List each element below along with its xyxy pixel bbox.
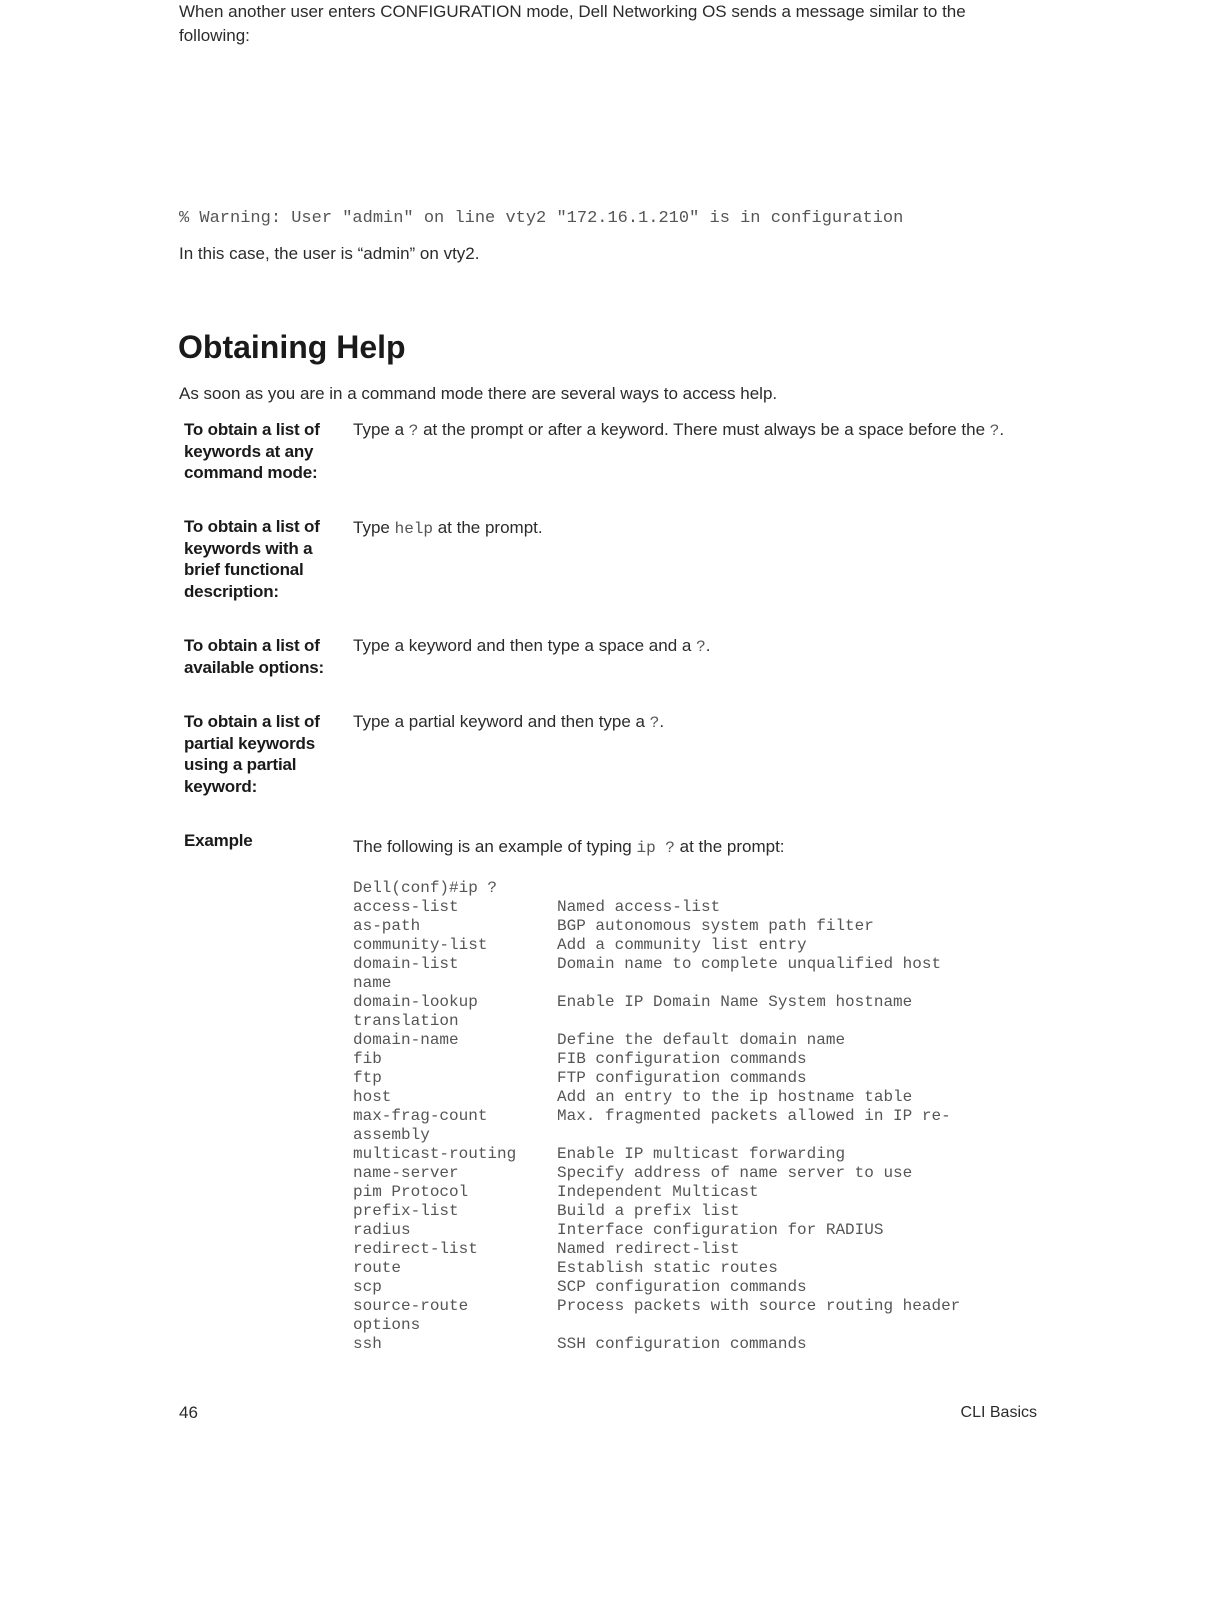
- code-block: [353, 879, 960, 1354]
- help-term: To obtain a list of partial keywords using a partial keyword:: [184, 712, 320, 796]
- code-row: [353, 898, 960, 917]
- page-number: 46: [179, 1403, 198, 1422]
- desc-text: at the prompt.: [433, 518, 543, 537]
- inline-code: ip ?: [636, 839, 675, 857]
- code-row: [353, 936, 960, 955]
- code-row: [353, 1031, 960, 1050]
- desc-text: .: [999, 420, 1005, 439]
- code-rows: [353, 898, 960, 1354]
- code-command-description: Enable IP Domain Name System hostname: [557, 993, 913, 1011]
- inline-code: ?: [696, 638, 706, 656]
- code-command-description: Named redirect-list: [557, 1240, 740, 1258]
- code-command: prefix-list: [353, 1202, 459, 1220]
- desc-text: .: [705, 636, 711, 655]
- example-term: Example: [184, 831, 253, 850]
- code-command-description: Process packets with source routing header: [557, 1297, 961, 1315]
- code-command-description: Add a community list entry: [557, 936, 807, 954]
- code-row: [353, 1240, 960, 1259]
- code-command-description: SSH configuration commands: [557, 1335, 807, 1353]
- code-row: [353, 1297, 960, 1316]
- code-command-description: FIB configuration commands: [557, 1050, 807, 1068]
- code-command: host: [353, 1088, 392, 1106]
- code-command-description: SCP configuration commands: [557, 1278, 807, 1296]
- code-row: [353, 1259, 960, 1278]
- code-command: name: [353, 974, 392, 992]
- help-description: [353, 634, 1033, 659]
- code-row: [353, 1164, 960, 1183]
- code-command: pim Protocol: [353, 1183, 469, 1201]
- section-heading: Obtaining Help: [178, 329, 406, 365]
- code-row: [353, 1221, 960, 1240]
- help-term: To obtain a list of keywords with a brief functional description:: [184, 517, 320, 601]
- code-command-description: Establish static routes: [557, 1259, 778, 1277]
- code-row: [353, 1107, 960, 1126]
- code-row: [353, 1316, 960, 1335]
- code-command: domain-lookup: [353, 993, 478, 1011]
- code-command-description: FTP configuration commands: [557, 1069, 807, 1087]
- code-command: radius: [353, 1221, 411, 1239]
- help-description: [353, 516, 1033, 541]
- code-row: [353, 1069, 960, 1088]
- help-description: [353, 710, 1033, 735]
- desc-text: at the prompt or after a keyword. There must always be a space before the: [418, 420, 990, 439]
- code-row: [353, 1278, 960, 1297]
- code-row: [353, 993, 960, 1012]
- desc-text: at the prompt:: [674, 837, 785, 856]
- inline-code: ?: [649, 714, 660, 732]
- code-command: redirect-list: [353, 1240, 478, 1258]
- inline-code: ?: [408, 422, 419, 440]
- example-description: [353, 835, 1033, 860]
- code-command: source-route: [353, 1297, 469, 1315]
- code-command: translation: [353, 1012, 459, 1030]
- code-command: name-server: [353, 1164, 459, 1182]
- code-command: multicast-routing: [353, 1145, 517, 1163]
- desc-text: .: [659, 712, 665, 731]
- code-row: [353, 955, 960, 974]
- intro-paragraph: When another user enters CONFIGURATION mode, Dell Networking OS sends a message similar to the following:: [179, 2, 966, 45]
- code-row: [353, 1202, 960, 1221]
- code-command: access-list: [353, 898, 459, 916]
- code-command: as-path: [353, 917, 421, 935]
- inline-code: ?: [989, 422, 1000, 440]
- code-command-description: Build a prefix list: [557, 1202, 740, 1220]
- code-command-description: Max. fragmented packets allowed in IP re-: [557, 1107, 951, 1125]
- code-row: [353, 1012, 960, 1031]
- case-paragraph: In this case, the user is “admin” on vty2.: [179, 244, 480, 263]
- code-command: community-list: [353, 936, 488, 954]
- code-command: assembly: [353, 1126, 430, 1144]
- inline-code: help: [394, 520, 433, 538]
- code-command: options: [353, 1316, 421, 1334]
- desc-text: Type: [353, 518, 395, 537]
- desc-text: The following is an example of typing: [353, 837, 637, 856]
- code-command-description: Interface configuration for RADIUS: [557, 1221, 884, 1239]
- code-command: ftp: [353, 1069, 382, 1087]
- code-command: ssh: [353, 1335, 382, 1353]
- code-command-description: Independent Multicast: [557, 1183, 759, 1201]
- code-row: [353, 1335, 960, 1354]
- code-row: [353, 974, 960, 993]
- code-row: [353, 1183, 960, 1202]
- code-row: [353, 1088, 960, 1107]
- lead-paragraph: As soon as you are in a command mode there are several ways to access help.: [179, 384, 778, 403]
- code-row: [353, 1126, 960, 1145]
- code-row: [353, 1050, 960, 1069]
- code-command: fib: [353, 1050, 382, 1068]
- code-command-description: Enable IP multicast forwarding: [557, 1145, 846, 1163]
- code-command: route: [353, 1259, 402, 1277]
- code-command-description: Add an entry to the ip hostname table: [557, 1088, 913, 1106]
- code-row: [353, 917, 960, 936]
- desc-text: Type a keyword and then type a space and a: [353, 636, 697, 655]
- code-prompt: Dell(conf)#ip ?: [353, 879, 498, 897]
- help-term: To obtain a list of keywords at any command mode:: [184, 420, 320, 482]
- code-command-description: Specify address of name server to use: [557, 1164, 913, 1182]
- help-term: To obtain a list of available options:: [184, 636, 324, 677]
- code-row: [353, 1145, 960, 1164]
- code-command-description: Define the default domain name: [557, 1031, 846, 1049]
- code-command-description: Named access-list: [557, 898, 721, 916]
- footer-section-name: CLI Basics: [960, 1404, 1037, 1421]
- code-command: domain-name: [353, 1031, 459, 1049]
- desc-text: Type a partial keyword and then type a: [353, 712, 650, 731]
- code-command-description: BGP autonomous system path filter: [557, 917, 874, 935]
- code-command: domain-list: [353, 955, 459, 973]
- code-command-description: Domain name to complete unqualified host: [557, 955, 942, 973]
- code-command: max-frag-count: [353, 1107, 488, 1125]
- desc-text: Type a: [353, 420, 409, 439]
- code-command: scp: [353, 1278, 382, 1296]
- warning-message: % Warning: User "admin" on line vty2 "172.16.1.210" is in configuration: [179, 209, 904, 228]
- help-description: [353, 418, 1033, 443]
